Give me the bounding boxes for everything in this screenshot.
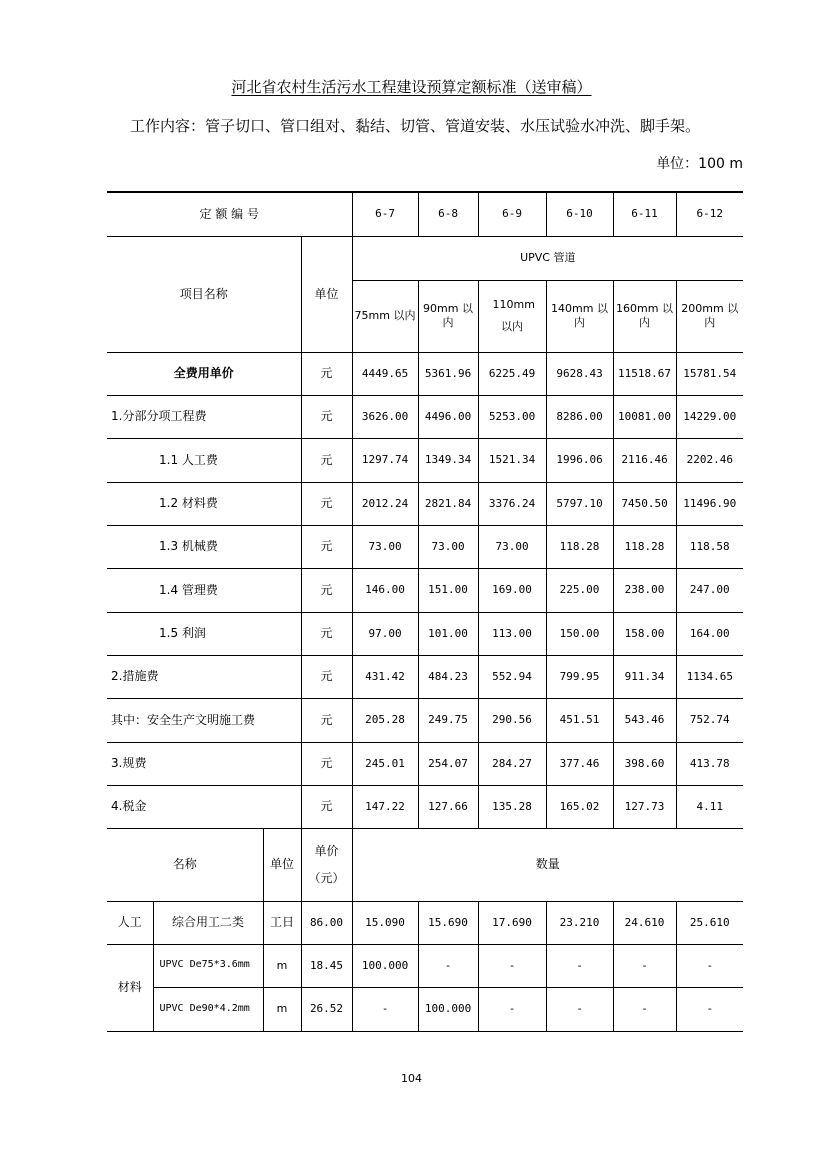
cost-unit: 元: [301, 352, 352, 395]
cost-value: 5253.00: [478, 395, 546, 438]
cost-row: [107, 352, 743, 395]
cost-value: 2116.46: [613, 438, 676, 482]
resource-price-header: 单价 （元）: [301, 828, 352, 901]
cost-item-name: 2.措施费: [107, 655, 301, 698]
cost-value: 164.00: [676, 612, 743, 655]
cost-item-name: 4.税金: [107, 785, 301, 828]
material-quantity: -: [546, 944, 613, 987]
cost-item-name: 1.1 人工费: [107, 438, 301, 482]
measurement-unit: 单位：100 m: [656, 156, 743, 172]
cost-value: 290.56: [478, 698, 546, 742]
item-name-header: 项目名称: [107, 236, 301, 352]
quota-table: [107, 191, 743, 1032]
cost-value: 15781.54: [676, 352, 743, 395]
cost-value: 158.00: [613, 612, 676, 655]
material-price: 26.52: [301, 987, 352, 1031]
cost-unit: 元: [301, 438, 352, 482]
cost-value: 11496.90: [676, 482, 743, 525]
labor-price: 86.00: [301, 901, 352, 944]
size-header: 75mm 以内: [352, 280, 418, 352]
cost-value: 254.07: [418, 742, 478, 785]
cost-value: 284.27: [478, 742, 546, 785]
cost-value: 11518.67: [613, 352, 676, 395]
resource-quantity-header: 数量: [352, 828, 743, 901]
quota-label: 定 额 编 号: [107, 192, 352, 236]
cost-value: 4496.00: [418, 395, 478, 438]
material-unit: m: [263, 987, 301, 1031]
cost-unit: 元: [301, 612, 352, 655]
cost-value: 5797.10: [546, 482, 613, 525]
cost-value: 451.51: [546, 698, 613, 742]
cost-value: 73.00: [478, 525, 546, 568]
size-header: 110mm 以内: [478, 280, 546, 352]
labor-quantity: 23.210: [546, 901, 613, 944]
cost-value: 911.34: [613, 655, 676, 698]
material-unit: m: [263, 944, 301, 987]
cost-item-name: 全费用单价: [107, 352, 301, 395]
cost-item-name: 1.3 机械费: [107, 525, 301, 568]
cost-value: 1521.34: [478, 438, 546, 482]
cost-value: 1349.34: [418, 438, 478, 482]
cost-item-name: 1.分部分项工程费: [107, 395, 301, 438]
quota-code: 6-8: [418, 192, 478, 236]
size-header: 160mm 以内: [613, 280, 676, 352]
cost-item-name: 1.2 材料费: [107, 482, 301, 525]
cost-value: 97.00: [352, 612, 418, 655]
material-name: UPVC De75*3.6mm: [153, 944, 263, 987]
pipe-group-header: UPVC 管道: [352, 236, 743, 280]
cost-row: [107, 438, 743, 482]
cost-value: 8286.00: [546, 395, 613, 438]
cost-item-name: 3.规费: [107, 742, 301, 785]
cost-value: 799.95: [546, 655, 613, 698]
cost-row: [107, 612, 743, 655]
cost-value: 205.28: [352, 698, 418, 742]
cost-value: 169.00: [478, 568, 546, 612]
material-quantity: -: [478, 987, 546, 1031]
cost-value: 118.28: [546, 525, 613, 568]
cost-value: 113.00: [478, 612, 546, 655]
material-quantity: -: [676, 944, 743, 987]
material-row: [107, 944, 743, 987]
cost-row: [107, 395, 743, 438]
quota-code: 6-9: [478, 192, 546, 236]
labor-category: 人工: [107, 901, 153, 944]
material-row: [107, 987, 743, 1031]
cost-value: 7450.50: [613, 482, 676, 525]
document-title: 河北省农村生活污水工程建设预算定额标准（送审稿）: [231, 78, 592, 96]
cost-value: 146.00: [352, 568, 418, 612]
cost-unit: 元: [301, 742, 352, 785]
labor-quantity: 25.610: [676, 901, 743, 944]
material-quantity: 100.000: [418, 987, 478, 1031]
cost-value: 5361.96: [418, 352, 478, 395]
quota-code: 6-7: [352, 192, 418, 236]
cost-value: 127.73: [613, 785, 676, 828]
labor-quantity: 15.690: [418, 901, 478, 944]
cost-unit: 元: [301, 698, 352, 742]
work-content: 工作内容：管子切口、管口组对、黏结、切管、管道安装、水压试验水冲洗、脚手架。: [130, 117, 701, 135]
cost-value: 6225.49: [478, 352, 546, 395]
cost-value: 245.01: [352, 742, 418, 785]
cost-value: 3626.00: [352, 395, 418, 438]
cost-unit: 元: [301, 525, 352, 568]
cost-value: 2821.84: [418, 482, 478, 525]
cost-value: 484.23: [418, 655, 478, 698]
quota-code: 6-10: [546, 192, 613, 236]
cost-value: 118.28: [613, 525, 676, 568]
cost-item-name: 1.4 管理费: [107, 568, 301, 612]
cost-value: 135.28: [478, 785, 546, 828]
cost-value: 118.58: [676, 525, 743, 568]
cost-value: 238.00: [613, 568, 676, 612]
cost-value: 14229.00: [676, 395, 743, 438]
material-quantity: -: [613, 987, 676, 1031]
cost-value: 127.66: [418, 785, 478, 828]
material-quantity: -: [418, 944, 478, 987]
cost-value: 552.94: [478, 655, 546, 698]
cost-value: 150.00: [546, 612, 613, 655]
cost-value: 431.42: [352, 655, 418, 698]
page-number: 104: [401, 1072, 422, 1085]
size-header: 140mm 以内: [546, 280, 613, 352]
resource-name-header: 名称: [107, 828, 263, 901]
material-price: 18.45: [301, 944, 352, 987]
cost-unit: 元: [301, 568, 352, 612]
quota-code: 6-12: [676, 192, 743, 236]
labor-quantity: 24.610: [613, 901, 676, 944]
cost-row: [107, 525, 743, 568]
cost-value: 247.00: [676, 568, 743, 612]
resource-unit-header: 单位: [263, 828, 301, 901]
cost-value: 398.60: [613, 742, 676, 785]
cost-value: 2202.46: [676, 438, 743, 482]
cost-value: 147.22: [352, 785, 418, 828]
labor-quantity: 15.090: [352, 901, 418, 944]
unit-header: 单位: [301, 236, 352, 352]
material-quantity: -: [676, 987, 743, 1031]
cost-value: 9628.43: [546, 352, 613, 395]
cost-row: [107, 568, 743, 612]
cost-value: 73.00: [352, 525, 418, 568]
material-quantity: 100.000: [352, 944, 418, 987]
cost-value: 1134.65: [676, 655, 743, 698]
cost-row: [107, 698, 743, 742]
material-quantity: -: [352, 987, 418, 1031]
cost-row: [107, 655, 743, 698]
labor-quantity: 17.690: [478, 901, 546, 944]
cost-unit: 元: [301, 785, 352, 828]
cost-unit: 元: [301, 655, 352, 698]
resource-header-row: [107, 828, 743, 901]
cost-value: 10081.00: [613, 395, 676, 438]
material-name: UPVC De90*4.2mm: [153, 987, 263, 1031]
cost-value: 73.00: [418, 525, 478, 568]
cost-item-name: 其中：安全生产文明施工费: [107, 698, 301, 742]
group-header-row: [107, 236, 743, 280]
material-quantity: -: [478, 944, 546, 987]
cost-value: 4449.65: [352, 352, 418, 395]
cost-item-name: 1.5 利润: [107, 612, 301, 655]
material-quantity: -: [613, 944, 676, 987]
quota-code-row: [107, 192, 743, 236]
labor-row: [107, 901, 743, 944]
cost-row: [107, 742, 743, 785]
cost-row: [107, 482, 743, 525]
cost-value: 3376.24: [478, 482, 546, 525]
cost-value: 225.00: [546, 568, 613, 612]
cost-value: 752.74: [676, 698, 743, 742]
material-category: 材料: [107, 944, 153, 1031]
size-header: 90mm 以内: [418, 280, 478, 352]
cost-value: 1297.74: [352, 438, 418, 482]
material-quantity: -: [546, 987, 613, 1031]
quota-code: 6-11: [613, 192, 676, 236]
cost-value: 1996.06: [546, 438, 613, 482]
cost-value: 2012.24: [352, 482, 418, 525]
size-header: 200mm 以内: [676, 280, 743, 352]
cost-value: 413.78: [676, 742, 743, 785]
cost-unit: 元: [301, 482, 352, 525]
cost-value: 377.46: [546, 742, 613, 785]
cost-value: 4.11: [676, 785, 743, 828]
cost-value: 543.46: [613, 698, 676, 742]
cost-value: 101.00: [418, 612, 478, 655]
cost-row: [107, 785, 743, 828]
cost-value: 249.75: [418, 698, 478, 742]
labor-name: 综合用工二类: [153, 901, 263, 944]
cost-unit: 元: [301, 395, 352, 438]
cost-value: 151.00: [418, 568, 478, 612]
cost-value: 165.02: [546, 785, 613, 828]
labor-unit: 工日: [263, 901, 301, 944]
